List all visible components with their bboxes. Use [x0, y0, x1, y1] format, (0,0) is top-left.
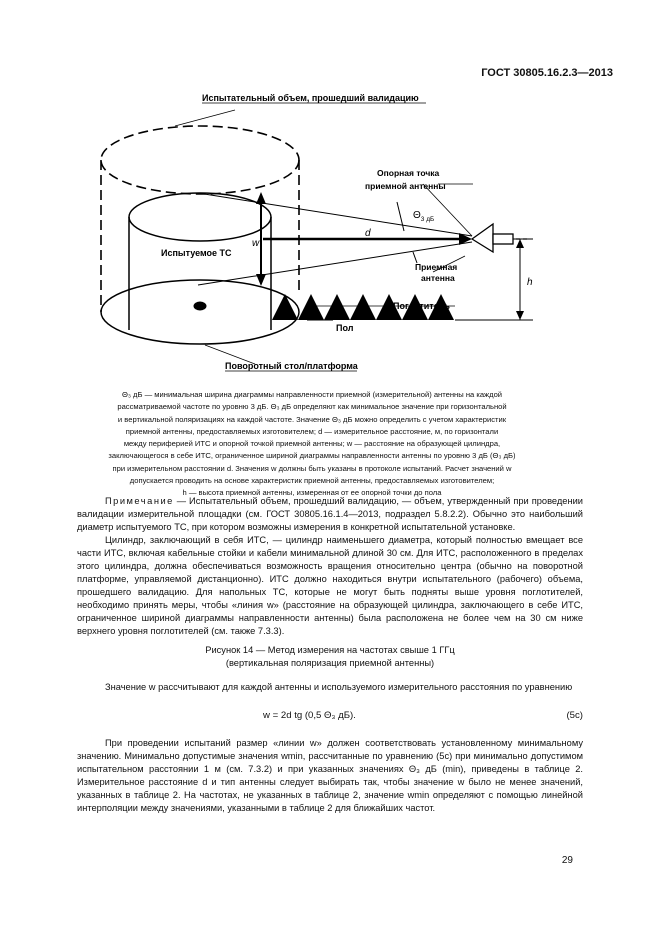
legend-line: допускается проводить на основе характеристик приемной антенны, предоставляемых изготовителем;: [129, 476, 495, 486]
turntable: [101, 280, 299, 344]
formula-expression: w = 2d tg (0,5 Θ₃ дБ).: [263, 710, 356, 721]
final-paragraph: При проведении испытаний размер «линии w» должен соответствовать установленному минимальному значению. Минимально допустимые значения wmin, рассчитанные по уравнению (5с) при минимально допустимом испытательном расстоянии 1 м (см. 7.3.2) и при указанных значениях Θ₃ дБ (min), приведены в таблице 2. Измерительное расстояние d и тип антенны следует выбирать так, чтобы значение w было не менее значений, указанных в таблице 2. На частотах, не указанных в таблице 2, значение wmin определяют с помощью линейной интерполяции между значениями, указанными в таблице 2 для ближайших частот.: [77, 738, 583, 813]
figure-caption: [77, 644, 583, 670]
legend-line: Θ₃ дБ — минимальная ширина диаграммы направленности приемной (измерительной) антенны на каждой: [121, 390, 503, 399]
rx-antenna-label-2: антенна: [421, 273, 455, 283]
calc-paragraph: Значение w рассчитывают для каждой антенны и используемого измерительного расстояния по уравнению: [105, 682, 573, 692]
legend-line: заключающегося в себе ИТС, ограниченное шириной диаграммы направленности антенны по уровню 3 дБ (Θ₃ дБ): [108, 451, 516, 461]
note-label: Примечание: [105, 496, 174, 506]
theta-label: $\Theta_{3 дБ}$: [413, 210, 435, 223]
legend-line: при измерительном расстоянии d. Значения w должны быть указаны в протоколе испытаний. Расчет значений w: [112, 463, 512, 473]
cylinder-paragraph: Цилиндр, заключающий в себя ИТС, — цилиндр наименьшего диаметра, который полностью вмещает все части ИТС, включая кабельные стойки и кабели минимальной длиной 30 см. Для ИТС, расположенного в пределах этого цилиндра, должна обеспечиваться возможность вращения относительно центра (обычно на поворотной платформе, управляемой дистанционно). ИТС должно находиться внутри испытательного (рабочего) объема, прошедшего валидацию. Для напольных ТС, которые не могут быть подняты выше уровня поглотителей, необходимо принять меры, чтобы «линия w» (расстояние на образующей цилиндра, заключающего в себе ИТС, ограниченное шириной диаграммы направленности антенны) была расположена не более чем на 30 см ниже верхнего уровня поглотителей (см. также 7.3.3).: [77, 535, 583, 636]
legend-line: между периферией ИТС и опорной точкой приемной антенны; w — расстояние на образующей цилиндра,: [123, 439, 501, 449]
legend-line: приемной антенны, предоставляемых изготовителем; d — измерительное расстояние, м, по горизонтали: [125, 426, 499, 436]
w-label: w: [252, 238, 260, 249]
test-volume-label: Испытательный объем, прошедший валидацию: [202, 93, 419, 103]
eut-label: Испытуемое ТС: [161, 248, 232, 258]
page-number: 29: [561, 855, 573, 866]
note-paragraph: [77, 495, 583, 534]
legend-line: и вертикальной поляризациях на каждой частоте. Значение Θ₃ дБ можно определить с учетом характеристик: [117, 414, 507, 424]
standard-header: ГОСТ 30805.16.2.3—2013: [481, 67, 613, 79]
measurement-setup-figure: [95, 80, 565, 380]
floor-label: Пол: [336, 323, 354, 333]
caption-line-2: (вертикальная поляризация приемной антенны): [225, 658, 435, 668]
legend-line: рассматриваемой частоте по уровню 3 дБ. Θ₃ дБ определяют как минимальное значение при горизонтальной: [117, 402, 507, 412]
absorber-label: Поглотитель: [393, 301, 450, 311]
test-volume-cylinder: [101, 126, 299, 312]
legend-line: h — высота приемной антенны, измеренная от ее опорной точки до пола: [182, 488, 442, 498]
rx-antenna-label-1: Приемная: [415, 262, 458, 272]
reference-point-label-2: приемной антенны: [365, 181, 446, 191]
figure-legend: [62, 389, 562, 500]
turntable-center-dot: [194, 302, 207, 311]
formula-number: (5c): [566, 710, 583, 721]
h-label: h: [527, 277, 533, 288]
turntable-label: Поворотный стол/платформа: [225, 361, 358, 371]
caption-line-1: Рисунок 14 — Метод измерения на частотах свыше 1 ГГц: [205, 645, 455, 655]
reference-point-label-1: Опорная точка: [377, 168, 440, 178]
d-label: d: [365, 228, 371, 239]
note-text: — Испытательный объем, прошедший валидацию, — объем, утвержденный при проведении валидации измерительной площадки (см. ГОСТ 30805.16.1.4—2013, подраздел 5.8.2.2). Обычно это наибольший диаметр испытуемого ТС, при котором возможны измерения в конкретной испытательной установке.: [77, 496, 583, 532]
formula-row: [77, 710, 583, 724]
